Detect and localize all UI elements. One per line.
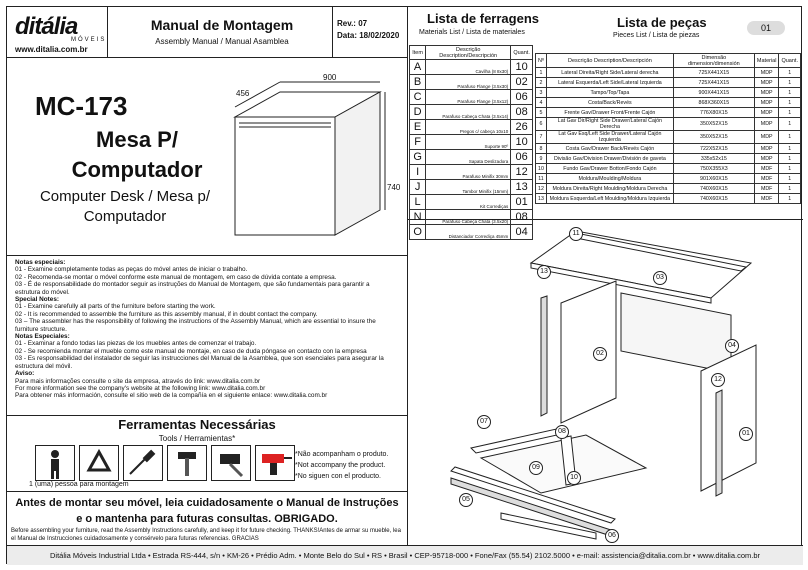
tools-subtitle: Tools / Herramientas* <box>158 434 236 443</box>
hardware-qty: 12 <box>511 165 533 180</box>
warning-en-es: Before assembling your furniture, read the Assembly Instructions carefully, and keep it for future checking. THANKS!Antes de armar su mueble, lea el Manual de Instrucciones cuidadosamente y consérvelo para futuras referencias. GRACIAS <box>11 528 401 542</box>
piece-material: MDP <box>754 154 779 164</box>
table-row <box>410 150 533 165</box>
table-header <box>410 46 533 60</box>
callout: 11 <box>569 227 583 241</box>
table-row <box>410 90 533 105</box>
divider <box>332 7 333 57</box>
piece-desc: Frente Gav/Drawer Front/Frente Cajón <box>546 108 673 118</box>
piece-desc: Lat Gav Esq/Left Side Drawer/Lateral Cajón Izquierda <box>546 131 673 144</box>
hammer-icon <box>167 445 207 481</box>
piece-desc: Fundo Gav/Drawer Botton/Fondo Cajón <box>546 164 673 174</box>
piece-dim: 740X60X15 <box>673 184 754 194</box>
note-pt: 03 - É de responsabilidade do montador seguir as instruções do Manual de Montagem, que são fundamentais para garantir a estrutura do móvel. <box>15 281 370 296</box>
piece-qty: 1 <box>779 78 801 88</box>
piece-qty: 1 <box>779 118 801 131</box>
pieces-subtitle: Pieces List / Lista de piezas <box>613 32 700 39</box>
piece-dim: 868X360X15 <box>673 98 754 108</box>
callout: 02 <box>593 347 607 361</box>
col-n: Nº <box>536 54 547 68</box>
hardware-desc: Tambor Minifix (15mm) <box>426 180 511 195</box>
table-row <box>536 118 801 131</box>
divider <box>107 7 108 57</box>
note-pt: 02 - Recomenda-se montar o móvel conforme este manual de montagem, em caso de dúvida contate a empresa. <box>15 273 337 281</box>
piece-dim: 740X60X15 <box>673 194 754 204</box>
notes-en-title: Special Notes: <box>15 296 60 304</box>
piece-material: MDP <box>754 108 779 118</box>
product-name-pt: Mesa P/ Computador <box>71 127 203 182</box>
piece-desc: Moldura Direita/Right Moulding/Moldura Derecha <box>546 184 673 194</box>
revision: Rev.: 07 <box>337 19 368 28</box>
hardware-qty: 13 <box>511 180 533 195</box>
table-row <box>536 88 801 98</box>
piece-dim: 725X441X15 <box>673 78 754 88</box>
piece-material: MDP <box>754 118 779 131</box>
aviso-line: For more information see the company's website at the following link: www.ditalia.com.br <box>15 384 266 392</box>
table-row <box>410 195 533 210</box>
piece-desc: Costa/Back/Revés <box>546 98 673 108</box>
hardware-item: O <box>410 225 426 240</box>
piece-number: 13 <box>536 194 547 204</box>
hardware-qty: 02 <box>511 75 533 90</box>
table-row <box>410 135 533 150</box>
hardware-subtitle: Materials List / Lista de materiales <box>419 29 525 36</box>
col-item: Item <box>410 46 426 60</box>
piece-material: MDP <box>754 68 779 78</box>
note-pt: 01 - Examine completamente todas as peças do móvel antes de iniciar o trabalho. <box>15 266 248 274</box>
tools-note-line: *No siguen con el producto. <box>295 473 381 480</box>
hardware-qty: 06 <box>511 150 533 165</box>
col-qty: Quant. <box>511 46 533 60</box>
note-es: 03 - Es responsabilidad del instalador de seguir las instrucciones del Manual de la Asamblea, que son esenciales para asegurar la estructura del móvil. <box>15 355 384 370</box>
mallet-icon <box>211 445 251 481</box>
hardware-item: N <box>410 210 426 225</box>
notes-pt-title: Notas especiais: <box>15 259 66 266</box>
hardware-qty: 06 <box>511 90 533 105</box>
note-en: 02 - It is recommended to assemble the furniture as this assembly manual, if in doubt contact the company. <box>15 310 318 318</box>
piece-number: 4 <box>536 98 547 108</box>
piece-qty: 1 <box>779 194 801 204</box>
warning-pt: Antes de montar seu móvel, leia cuidadosamente o Manual de Instruções e o mantenha para futuras consultas. OBRIGADO. <box>15 497 399 525</box>
table-row <box>410 105 533 120</box>
hardware-qty: 10 <box>511 60 533 75</box>
piece-qty: 1 <box>779 164 801 174</box>
column-divider <box>407 7 408 545</box>
hardware-item: D <box>410 105 426 120</box>
callout: 03 <box>653 271 667 285</box>
manual-title: Manual de Montagem <box>150 17 294 33</box>
hardware-item: I <box>410 165 426 180</box>
piece-dim: 335x52x15 <box>673 154 754 164</box>
col-qty: Quant. <box>779 54 801 68</box>
piece-dim: 722X52X15 <box>673 144 754 154</box>
piece-desc: Moldura Esquerda/Left Moulding/Moldura Izquierda <box>546 194 673 204</box>
hardware-desc: Distanciador Corrediça 45mm <box>426 225 511 240</box>
brand-logo-sub: MÓVEIS <box>71 37 107 43</box>
piece-material: MDP <box>754 98 779 108</box>
piece-material: MDP <box>754 131 779 144</box>
table-row <box>536 78 801 88</box>
hardware-table <box>409 45 533 240</box>
hardware-qty: 10 <box>511 135 533 150</box>
hardware-desc: Parafuso Cabeça Chata (3.5x14) <box>426 105 511 120</box>
piece-dim: 900X441X15 <box>673 88 754 98</box>
table-header <box>536 54 801 68</box>
aviso-title: Aviso: <box>15 370 35 378</box>
tools-note-line: *Not accompany the product. <box>295 462 386 469</box>
hardware-qty: 08 <box>511 105 533 120</box>
dimension-width: 900 <box>323 73 337 82</box>
person-icon <box>35 445 75 481</box>
hardware-item: A <box>410 60 426 75</box>
piece-desc: Lateral Esquerda/Left Side/Lateral Izquierda <box>546 78 673 88</box>
callout: 13 <box>537 265 551 279</box>
callout: 08 <box>555 425 569 439</box>
desk-dimension-drawing <box>225 77 405 252</box>
hardware-item: F <box>410 135 426 150</box>
piece-number: 7 <box>536 131 547 144</box>
hardware-desc: Parafuso Flange (3.5x30) <box>426 75 511 90</box>
tools-note <box>295 449 388 482</box>
manual-page <box>6 6 802 564</box>
piece-qty: 1 <box>779 88 801 98</box>
note-en: 03 – The assembler has the responsibility of following the instructions of the Assembly Manual, which are essential to insure the furniture structure. <box>15 318 376 333</box>
dimension-depth: 456 <box>236 89 250 98</box>
note-es: 01 - Examinar a fondo todas las piezas de los muebles antes de comenzar el trabajo. <box>15 340 257 348</box>
piece-material: MDP <box>754 88 779 98</box>
hardware-desc: Kit Corrediças <box>426 195 511 210</box>
aviso-line: Para obtener más información, consulte el sitio web de la compañía en el siguiente enlace: www.ditalia.com.br <box>15 392 328 400</box>
piece-desc: Divisão Gav/Division Drawer/División de gaveta <box>546 154 673 164</box>
pieces-title: Lista de peças <box>617 15 707 30</box>
hardware-title: Lista de ferragens <box>427 11 539 26</box>
notes-es-title: Notas Especiales: <box>15 333 70 341</box>
col-mat: Material <box>754 54 779 68</box>
aviso-line: Para mais informações consulte o site da empresa, através do link: www.ditalia.com.br <box>15 377 261 385</box>
piece-material: MDF <box>754 194 779 204</box>
piece-desc: Lateral Direita/Right Side/Lateral derecha <box>546 68 673 78</box>
table-row <box>410 180 533 195</box>
special-notes <box>15 259 395 400</box>
piece-dim: 350X52X15 <box>673 118 754 131</box>
piece-desc: Costa Gav/Drawer Back/Revés Cajón <box>546 144 673 154</box>
hardware-desc: Sapata Deslizadora <box>426 150 511 165</box>
piece-qty: 1 <box>779 68 801 78</box>
hardware-desc: Parafuso Minifix 30mm <box>426 165 511 180</box>
hardware-item: J <box>410 180 426 195</box>
hardware-item: E <box>410 120 426 135</box>
hardware-desc: Parafuso Flange (3.5x12) <box>426 90 511 105</box>
piece-dim: 901X60X15 <box>673 174 754 184</box>
person-count: 1 (uma) pessoa para montagem <box>29 481 129 488</box>
piece-number: 3 <box>536 88 547 98</box>
table-row <box>536 68 801 78</box>
piece-qty: 1 <box>779 98 801 108</box>
header-divider <box>7 57 407 58</box>
hardware-qty: 04 <box>511 225 533 240</box>
piece-number: 12 <box>536 184 547 194</box>
hardware-qty: 08 <box>511 210 533 225</box>
col-desc: Descrição Description/Descripción <box>426 46 511 60</box>
piece-material: MDF <box>754 184 779 194</box>
brand-url[interactable]: www.ditalia.com.br <box>15 45 88 54</box>
piece-number: 1 <box>536 68 547 78</box>
piece-material: MDF <box>754 164 779 174</box>
callout: 12 <box>711 373 725 387</box>
table-row <box>536 98 801 108</box>
table-row <box>410 120 533 135</box>
callout: 01 <box>739 427 753 441</box>
piece-number: 5 <box>536 108 547 118</box>
manual-subtitle: Assembly Manual / Manual Asamblea <box>155 37 289 46</box>
hardware-item: L <box>410 195 426 210</box>
screwdriver-icon <box>123 445 163 481</box>
piece-desc: Tampo/Top/Tapa <box>546 88 673 98</box>
piece-qty: 1 <box>779 144 801 154</box>
piece-number: 8 <box>536 144 547 154</box>
tools-note-line: *Não acompanham o produto. <box>295 451 389 458</box>
product-name-en-es: Computer Desk / Mesa p/ Computador <box>39 188 211 225</box>
hardware-desc: Suporte 90º <box>426 135 511 150</box>
table-row <box>536 154 801 164</box>
footer-address: Ditália Móveis Industrial Ltda • Estrada RS-444, s/n • KM-26 • Prédio Adm. • Monte Belo do Sul • RS • Brasil • CEP-95718-000 • Fone/Fax (55.54) 2102.5000 • e-mail: assistencia@ditalia.com.br • www.ditalia.com.br <box>7 545 803 565</box>
col-dim: Dimensão dimension/dimensión <box>673 54 754 68</box>
tools-title: Ferramentas Necessárias <box>118 417 276 432</box>
piece-qty: 1 <box>779 131 801 144</box>
recycle-icon <box>79 445 119 481</box>
table-row <box>536 131 801 144</box>
page-number-badge: 01 <box>747 21 785 35</box>
hardware-desc: Cavilha (8 8x30) <box>426 60 511 75</box>
section-divider <box>7 491 407 492</box>
col-desc: Descrição Description/Descripción <box>546 54 673 68</box>
piece-desc: Moldura/Moulding/Moldura <box>546 174 673 184</box>
piece-number: 9 <box>536 154 547 164</box>
table-row <box>410 75 533 90</box>
hardware-qty: 01 <box>511 195 533 210</box>
note-en: 01 - Examine carefully all parts of the furniture before starting the work. <box>15 303 216 311</box>
piece-material: MDP <box>754 144 779 154</box>
section-divider <box>7 415 407 416</box>
piece-material: MDF <box>754 174 779 184</box>
piece-qty: 1 <box>779 108 801 118</box>
piece-number: 10 <box>536 164 547 174</box>
table-row <box>536 108 801 118</box>
table-row <box>536 174 801 184</box>
table-row <box>536 164 801 174</box>
table-row <box>410 165 533 180</box>
hardware-desc: Pregos c/ cabeça 10x10 <box>426 120 511 135</box>
hardware-item: C <box>410 90 426 105</box>
piece-qty: 1 <box>779 174 801 184</box>
hardware-item: G <box>410 150 426 165</box>
hardware-qty: 26 <box>511 120 533 135</box>
pieces-table <box>535 53 801 204</box>
revision-date: Data: 18/02/2020 <box>337 31 400 40</box>
hardware-desc: Parafuso Cabeça Chata (3.5x20) <box>426 210 511 225</box>
callout: 09 <box>529 461 543 475</box>
piece-number: 2 <box>536 78 547 88</box>
piece-number: 11 <box>536 174 547 184</box>
table-row <box>536 144 801 154</box>
section-divider <box>7 255 407 256</box>
piece-dim: 725X441X15 <box>673 68 754 78</box>
table-row <box>536 184 801 194</box>
piece-dim: 350X52X15 <box>673 131 754 144</box>
table-row <box>536 194 801 204</box>
callout: 10 <box>567 471 581 485</box>
note-es: 02 - Se recomienda montar el mueble como este manual de montaje, en caso de duda póngase en contacto con la empresa <box>15 347 367 355</box>
piece-desc: Lat Gav Dir/Right Side Drawer/Lateral Cajón Derecha <box>546 118 673 131</box>
callout: 05 <box>459 493 473 507</box>
piece-number: 6 <box>536 118 547 131</box>
piece-dim: 776X80X15 <box>673 108 754 118</box>
callout: 04 <box>725 339 739 353</box>
callout: 06 <box>605 529 619 543</box>
drill-icon <box>255 445 295 481</box>
piece-dim: 750X355X3 <box>673 164 754 174</box>
piece-qty: 1 <box>779 154 801 164</box>
piece-material: MDP <box>754 78 779 88</box>
piece-qty: 1 <box>779 184 801 194</box>
callout: 07 <box>477 415 491 429</box>
hardware-item: B <box>410 75 426 90</box>
product-code: MC-173 <box>35 91 128 121</box>
dimension-height: 740 <box>387 183 401 192</box>
table-row <box>410 60 533 75</box>
brand-logo: ditália <box>15 13 78 40</box>
